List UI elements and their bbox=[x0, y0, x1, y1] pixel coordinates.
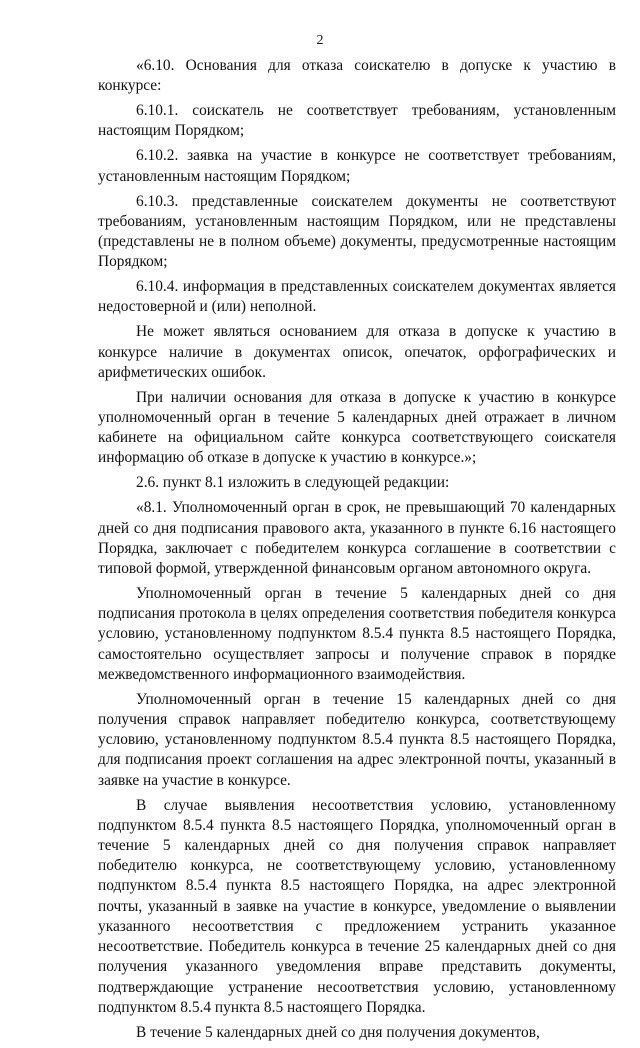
paragraph-6-10-1: 6.10.1. соискатель не соответствует требованиям, установленным настоящим Порядком; bbox=[98, 102, 616, 140]
document-body bbox=[98, 56, 616, 1048]
paragraph-continued: В течение 5 календарных дней со дня получения документов, bbox=[136, 1023, 540, 1041]
paragraph-6-10-2: 6.10.2. заявка на участие в конкурсе не соответствует требованиям, установленным настоящим Порядком; bbox=[98, 147, 616, 185]
paragraph-6-10: «6.10. Основания для отказа соискателю в допуске к участию в конкурсе: bbox=[98, 57, 616, 95]
page-number: 2 bbox=[316, 33, 324, 48]
paragraph-nonconformity: В случае выявления несоответствия условию, установленному подпунктом 8.5.4 пункта 8.5 настоящего Порядка, уполномоченный орган в течение 5 календарных дней со дня получения справок направляет победителю конкурса, не соответствующему условию, установленному подпунктом 8.5.4 пункта 8.5 настоящего Порядка, на адрес электронной почты, указанный в заявке на участие в конкурсе, уведомление о выявлении указанного несоответствия с предложением устранить указанное несоответствие. Победитель конкурса в течение 25 календарных дней со дня получения указанного уведомления вправе представить документы, подтверждающие устранение несоответствия условию, установленному подпунктом 8.5.4 пункта 8.5 настоящего Порядка. bbox=[98, 796, 616, 1016]
paragraph-6-10-3: 6.10.3. представленные соискателем документы не соответствуют требованиям, установленным настоящим Порядком, или не представлены (представлены не в полном объеме) документы, предусмотренные настоящим Порядком; bbox=[98, 192, 616, 271]
paragraph-draft-agreement: Уполномоченный орган в течение 15 календарных дней со дня получения справок направляет победителю конкурса, соответствующему условию, установленному подпунктом 8.5.4 пункта 8.5 настоящего Порядка, для подписания проект соглашения на адрес электронной почты, указанный в заявке на участие в конкурсе. bbox=[98, 690, 616, 789]
paragraph-6-10-4: 6.10.4. информация в представленных соискателем документах является недостоверной и (или) неполной. bbox=[98, 278, 616, 316]
paragraph-2-6: 2.6. пункт 8.1 изложить в следующей редакции: bbox=[136, 474, 450, 492]
paragraph-no-grounds: Не может являться основанием для отказа в допуске к участию в конкурсе наличие в документах описок, опечаток, орфографических и арифметических ошибок. bbox=[98, 323, 616, 381]
paragraph-refusal-notice: При наличии основания для отказа в допуске к участию в конкурсе уполномоченный орган в течение 5 календарных дней отражает в личном кабинете на официальном сайте конкурса соответствующего соискателя информацию об отказе в допуске к участию в конкурсе.»; bbox=[98, 388, 616, 467]
paragraph-8-1: «8.1. Уполномоченный орган в срок, не превышающий 70 календарных дней со дня подписания правового акта, указанного в пункте 6.16 настоящего Порядка, заключает с победителем конкурса соглашение в соответствии с типовой формой, утвержденной финансовым органом автономного округа. bbox=[98, 499, 616, 578]
paragraph-requests: Уполномоченный орган в течение 5 календарных дней со дня подписания протокола в целях определения соответствия победителя конкурса условию, установленному подпунктом 8.5.4 пункта 8.5 настоящего Порядка, самостоятельно осуществляет запросы и получение справок в порядке межведомственного информационного взаимодействия. bbox=[98, 585, 616, 683]
